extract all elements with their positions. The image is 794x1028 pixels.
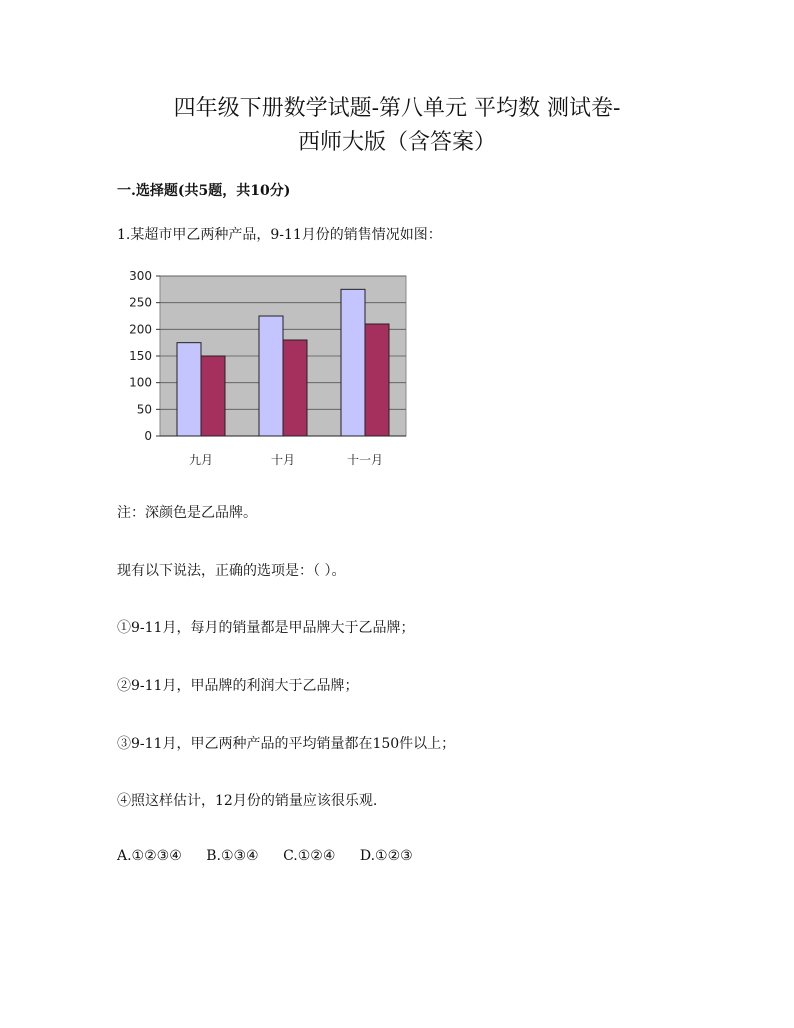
bar-yi-0	[201, 356, 225, 436]
document-title-line1: 四年级下册数学试题-第八单元 平均数 测试卷-	[173, 96, 621, 121]
bar-yi-2	[365, 324, 389, 436]
option-c[interactable]: C.①②④	[283, 848, 336, 864]
statement-2: ②9-11月，甲品牌的利润大于乙品牌；	[117, 678, 359, 694]
y-tick-label: 200	[129, 322, 152, 337]
option-b[interactable]: B.①③④	[206, 848, 259, 864]
chart-note: 注：深颜色是乙品牌。	[117, 505, 257, 521]
bar-jia-1	[259, 316, 283, 436]
y-tick-label: 100	[129, 375, 152, 390]
statement-3: ③9-11月，甲乙两种产品的平均销量都在150件以上；	[117, 736, 456, 752]
y-tick-label: 50	[136, 402, 152, 417]
y-tick-label: 300	[129, 269, 152, 283]
y-tick-label: 150	[129, 349, 152, 363]
x-tick-label: 十月	[270, 453, 296, 467]
bar-jia-0	[177, 343, 201, 436]
section-heading: 一.选择题(共5题，共10分)	[117, 183, 291, 199]
statement-4: ④照这样估计，12月份的销量应该很乐观.	[117, 793, 378, 809]
x-tick-label: 九月	[188, 453, 214, 467]
document-title-line2: 西师大版（含答案）	[297, 130, 496, 155]
statement-1: ①9-11月，每月的销量都是甲品牌大于乙品牌；	[117, 620, 415, 636]
x-tick-label: 十一月	[346, 453, 384, 467]
y-tick-label: 250	[129, 295, 152, 310]
option-d[interactable]: D.①②③	[359, 848, 413, 864]
answer-options	[117, 848, 433, 864]
sales-bar-chart	[110, 262, 420, 474]
bar-yi-1	[283, 340, 307, 436]
question-prompt: 现有以下说法，正确的选项是：（ ）。	[117, 563, 346, 579]
bar-jia-2	[341, 289, 365, 436]
y-tick-label: 0	[144, 429, 152, 443]
option-a[interactable]: A.①②③④	[117, 848, 182, 864]
question-1-text: 1.某超市甲乙两种产品，9-11月份的销售情况如图：	[117, 227, 442, 243]
